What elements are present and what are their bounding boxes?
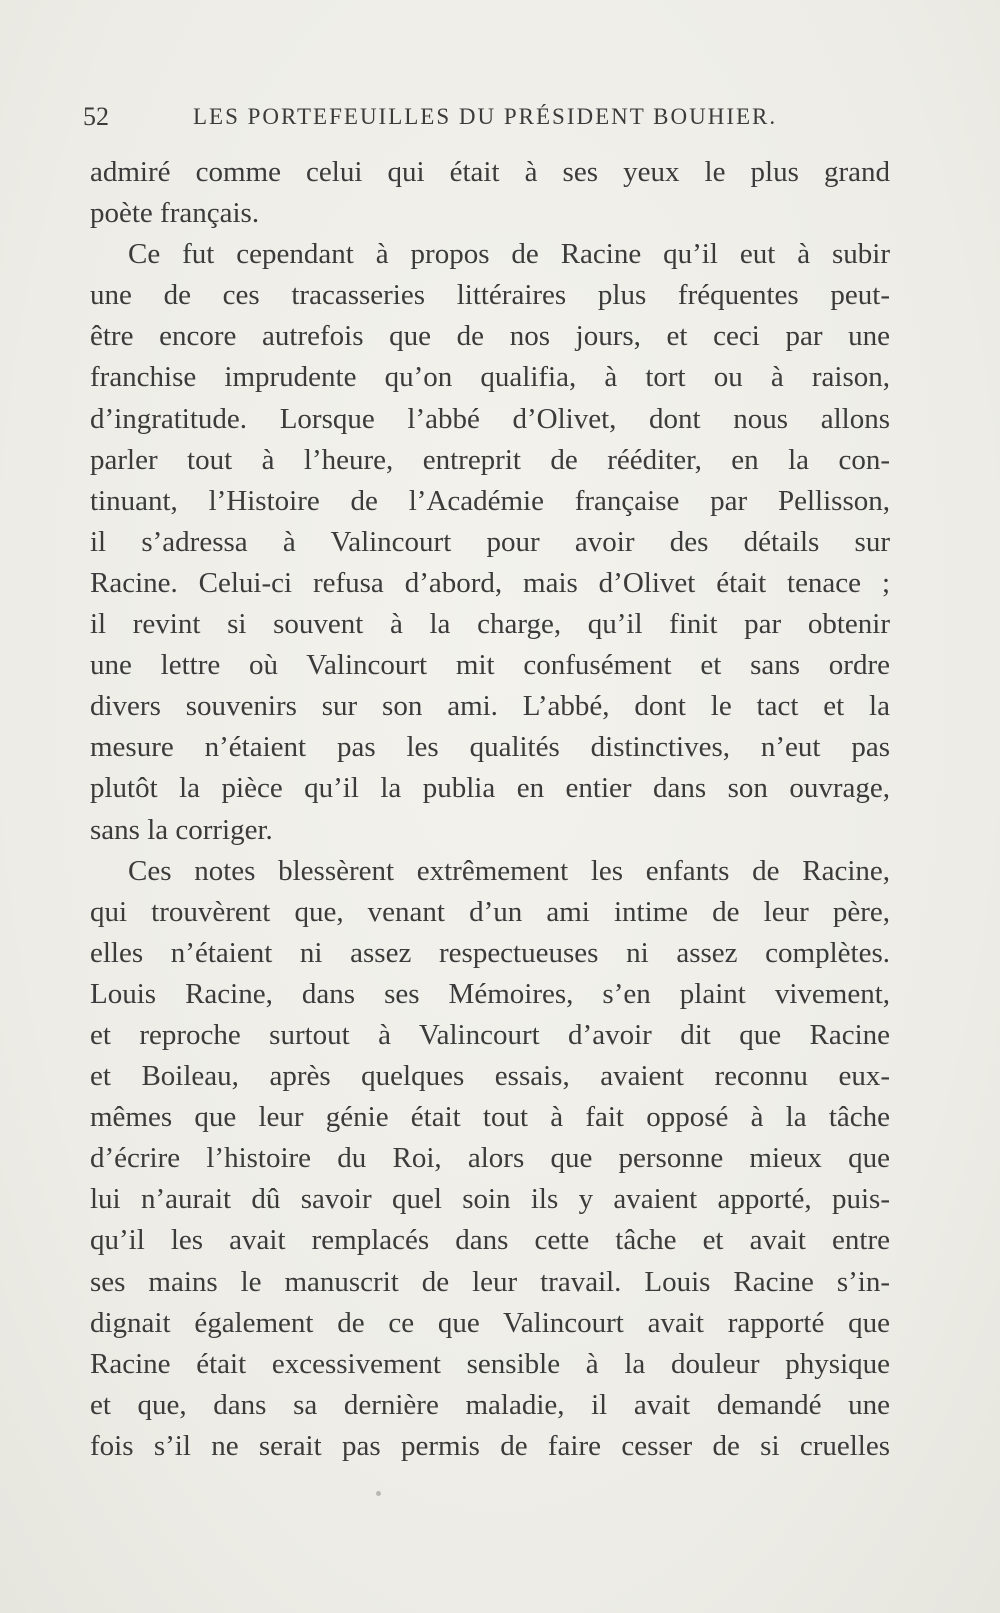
ink-speck	[376, 1491, 381, 1496]
text-line: et Boileau, après quelques essais, avaient reconnu eux-	[90, 1060, 890, 1093]
text-line: elles n’étaient ni assez respectueuses ni assez complètes.	[90, 936, 890, 969]
text-line: d’écrire l’histoire du Roi, alors que personne mieux que	[90, 1142, 890, 1175]
text-line: Ce fut cependant à propos de Racine qu’il eut à subir	[128, 238, 890, 271]
text-line: il s’adressa à Valincourt pour avoir des détails sur	[90, 525, 890, 558]
text-line: poète français.	[90, 197, 260, 230]
running-title: LES PORTEFEUILLES DU PRÉSIDENT BOUHIER.	[193, 104, 778, 129]
text-line: sans la corriger.	[90, 813, 273, 846]
text-line: et reproche surtout à Valincourt d’avoir dit que Racine	[90, 1018, 890, 1051]
text-line: qui trouvèrent que, venant d’un ami intime de leur père,	[90, 895, 890, 928]
running-head	[83, 102, 883, 142]
text-line: plutôt la pièce qu’il la publia en entier dans son ouvrage,	[90, 772, 890, 805]
text-line: mesure n’étaient pas les qualités distinctives, n’eut pas	[90, 731, 890, 764]
text-line: ses mains le manuscrit de leur travail. Louis Racine s’in-	[90, 1265, 890, 1298]
text-line: admiré comme celui qui était à ses yeux le plus grand	[90, 156, 890, 188]
text-line: parler tout à l’heure, entreprit de rééditer, en la con-	[90, 443, 890, 476]
text-line: Racine était excessivement sensible à la douleur physique	[90, 1347, 890, 1380]
text-line: Louis Racine, dans ses Mémoires, s’en plaint vivement,	[90, 977, 890, 1010]
text-line: une de ces tracasseries littéraires plus fréquentes peut-	[90, 279, 890, 312]
text-line: une lettre où Valincourt mit confusément et sans ordre	[90, 649, 890, 682]
text-line: tinuant, l’Histoire de l’Académie française par Pellisson,	[90, 484, 890, 517]
text-line: il revint si souvent à la charge, qu’il finit par obtenir	[90, 608, 890, 641]
text-line: qu’il les avait remplacés dans cette tâche et avait entre	[90, 1224, 890, 1257]
text-line: Ces notes blessèrent extrêmement les enfants de Racine,	[128, 854, 890, 887]
text-line: d’ingratitude. Lorsque l’abbé d’Olivet, dont nous allons	[90, 402, 890, 435]
text-line: dignait également de ce que Valincourt avait rapporté que	[90, 1306, 890, 1339]
text-line: mêmes que leur génie était tout à fait opposé à la tâche	[90, 1101, 890, 1134]
text-line: franchise imprudente qu’on qualifia, à tort ou à raison,	[90, 361, 890, 394]
text-line: lui n’aurait dû savoir quel soin ils y avaient apporté, puis-	[90, 1183, 890, 1216]
text-line: et que, dans sa dernière maladie, il avait demandé une	[90, 1388, 890, 1421]
text-line: divers souvenirs sur son ami. L’abbé, dont le tact et la	[90, 690, 890, 723]
page-number: 52	[83, 102, 109, 131]
text-line: fois s’il ne serait pas permis de faire cesser de si cruelles	[90, 1429, 890, 1462]
text-line: être encore autrefois que de nos jours, et ceci par une	[90, 320, 890, 353]
text-line: Racine. Celui-ci refusa d’abord, mais d’Olivet était tenace ;	[90, 566, 890, 599]
body-text	[90, 152, 890, 1467]
